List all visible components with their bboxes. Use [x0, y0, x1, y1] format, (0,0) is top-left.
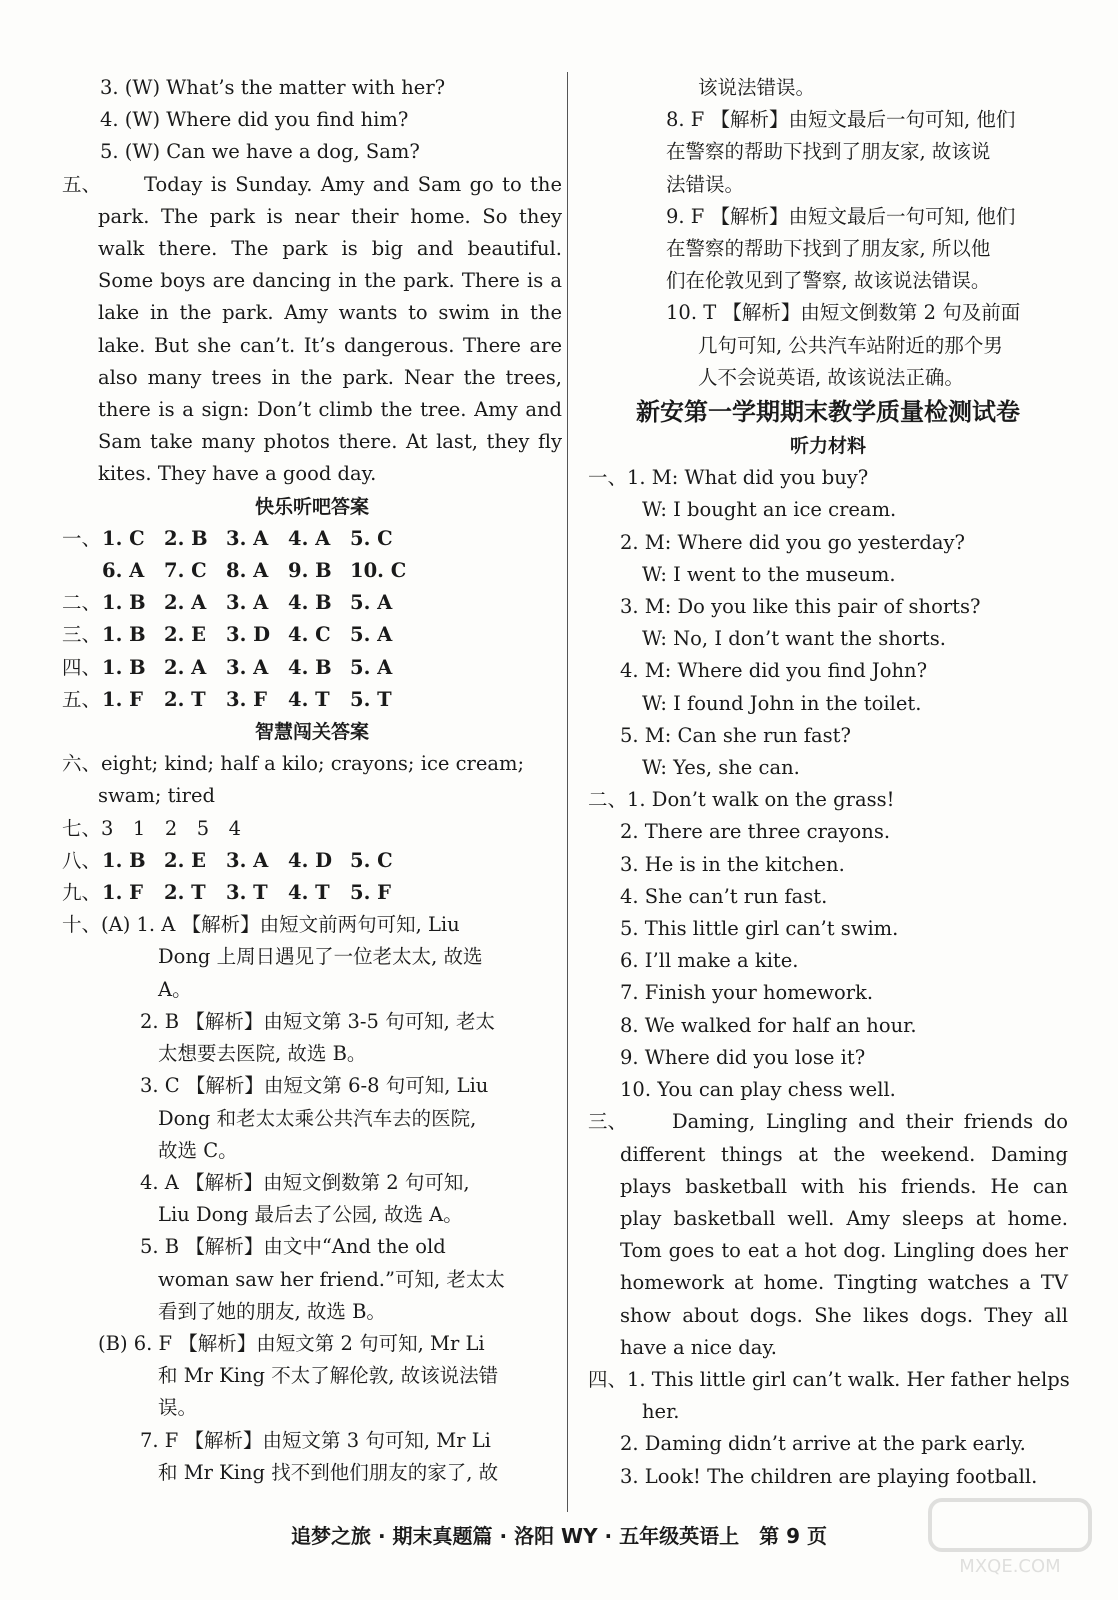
answer-item: 5. C [350, 848, 393, 872]
answer-item: 3. T [226, 881, 268, 905]
sentence-line: her. [642, 1400, 680, 1424]
answer-row-label: 二、 [62, 591, 102, 615]
answer-row-label: 一、 [62, 526, 102, 550]
explanation-line: 们在伦敦见到了警察, 故该说法错误。 [666, 269, 991, 293]
dialog-line: 3. M: Do you like this pair of shorts? [620, 595, 981, 619]
answer-item: 5. T [350, 687, 392, 711]
answer-item: 3. A [226, 848, 269, 872]
answer-row-label: 五、 [62, 687, 102, 711]
answer-item: 1. B [102, 848, 146, 872]
answer-ten [62, 909, 562, 1489]
explanation-line: 3. C 【解析】由短文第 6-8 句可知, Liu [140, 1074, 489, 1098]
answer-row-label: 三、 [62, 623, 102, 647]
column-divider [567, 72, 568, 1512]
answer-item: 2. B [164, 526, 208, 550]
listening-material-heading: 听力材料 [789, 435, 866, 458]
answer-row [62, 555, 562, 587]
section-three-passage [588, 1106, 1068, 1364]
explanation-line: 5. B 【解析】由文中“And the old [140, 1235, 446, 1259]
dialog-line: W: Yes, she can. [642, 756, 800, 780]
answer-item: 4. T [288, 881, 330, 905]
answer-item: 5. A [350, 623, 393, 647]
answer-six-cont: swam; tired [98, 784, 215, 808]
answer-item: 3. A [226, 526, 269, 550]
explanation-line: 2. B 【解析】由短文第 3-5 句可知, 老太 [140, 1009, 496, 1033]
dialog-line: 2. M: Where did you go yesterday? [620, 530, 965, 554]
answer-seven: 七、3 1 2 5 4 [62, 816, 242, 840]
sentence-line: 2. Daming didn’t arrive at the park early. [620, 1432, 1026, 1456]
sentence-line: 3. He is in the kitchen. [620, 852, 845, 876]
explanation-line: 该说法错误。 [698, 76, 816, 99]
explanation-line: 误。 [158, 1396, 198, 1420]
answer-item: 2. E [164, 623, 207, 647]
explanation-line: (B) 6. F 【解析】由短文第 2 句可知, Mr Li [98, 1331, 485, 1355]
dialog-line: W: I bought an ice cream. [642, 498, 897, 522]
watermark-logo [920, 1490, 1100, 1580]
answer-item: 9. B [288, 559, 332, 583]
answer-item: 4. A [288, 526, 331, 550]
explanation-line: 和 Mr King 找不到他们朋友的家了, 故 [158, 1460, 499, 1484]
explanation-line: 和 Mr King 不太了解伦敦, 故该说法错 [158, 1364, 499, 1388]
answer-item: 10. C [350, 559, 407, 583]
explanation-line: 在警察的帮助下找到了朋友家, 所以他 [666, 237, 991, 261]
listen-answers [62, 523, 562, 716]
explanation-line: Dong 上周日遇见了一位老太太, 故选 [158, 945, 483, 969]
explanation-line: 十、(A) 1. A 【解析】由短文前两句可知, Liu [62, 913, 460, 937]
answer-item: 2. T [164, 881, 206, 905]
answer-item: 8. A [226, 559, 269, 583]
sentence-line: 6. I’ll make a kite. [620, 949, 799, 973]
explanation-line: 太想要去医院, 故选 B。 [158, 1042, 367, 1066]
dialog-line: W: I found John in the toilet. [642, 691, 922, 715]
answer-row [62, 619, 562, 651]
dialog-line: W: I went to the museum. [642, 562, 896, 586]
explanation-line: 在警察的帮助下找到了朋友家, 故该说 [666, 140, 991, 164]
answer-item: 4. C [288, 623, 331, 647]
answer-item: 5. C [350, 526, 393, 550]
w-item: 5. (W) Can we have a dog, Sam? [100, 140, 420, 164]
sentence-line: 7. Finish your homework. [620, 981, 874, 1005]
sentence-line: 9. Where did you lose it? [620, 1045, 866, 1069]
answer-item: 2. A [164, 655, 207, 679]
right-column [588, 72, 1068, 1493]
answer-item: 7. C [164, 559, 207, 583]
answer-item: 6. A [102, 559, 145, 583]
heading-listen-answers: 快乐听吧答案 [254, 495, 369, 518]
dialog-line: 5. M: Can she run fast? [620, 723, 851, 747]
answer-item: 5. A [350, 591, 393, 615]
section-label: 五、 [62, 172, 102, 196]
answer-item: 5. F [350, 881, 391, 905]
left-column [62, 72, 562, 1489]
sentence-line: 3. Look! The children are playing football. [620, 1464, 1038, 1488]
dialog-line: 一、1. M: What did you buy? [588, 466, 869, 490]
answer-item: 2. T [164, 687, 206, 711]
section-four [588, 1364, 1068, 1493]
watermark-text: MXQE.COM [959, 1556, 1061, 1577]
answer-row-label: 八、 [62, 848, 102, 872]
answer-item: 3. D [226, 623, 271, 647]
answer-row [62, 684, 562, 716]
exam-title: 新安第一学期期末教学质量检测试卷 [636, 398, 1020, 427]
answer-item: 4. T [288, 687, 330, 711]
dialogs [588, 462, 1068, 784]
explanation-line: Liu Dong 最后去了公园, 故选 A。 [158, 1203, 463, 1227]
answer-row [62, 587, 562, 619]
sentence-line: 8. We walked for half an hour. [620, 1013, 917, 1037]
explanation-line: 几句可知, 公共汽车站附近的那个男 [698, 333, 1003, 357]
passage-text: Today is Sunday. Amy and Sam go to the park. The park is near their home. So they walk there. The park is big and beautiful. Some boys are dancing in the park. There is a lake in the park. Amy wants to swim in the lake. But she can’t. It’s dangerous. There are also many trees in the park. Near the trees, there is a sign: Don’t climb the tree. Amy and Sam take many photos there. At last, they fly kites. They have a good day. [98, 172, 562, 486]
dialog-line: W: No, I don’t want the shorts. [642, 627, 946, 651]
answer-row [62, 652, 562, 684]
section-five-passage [62, 169, 562, 491]
explanation-line: 9. F 【解析】由短文最后一句可知, 他们 [666, 204, 1016, 228]
sentence-line: 5. This little girl can’t swim. [620, 917, 899, 941]
answer-item: 4. B [288, 655, 332, 679]
answer-row-label: 四、 [62, 655, 102, 679]
answer-item: 3. A [226, 655, 269, 679]
answer-row [62, 523, 562, 555]
answer-item: 3. F [226, 687, 267, 711]
answer-row [62, 877, 562, 909]
answer-item: 2. E [164, 848, 207, 872]
answer-row [62, 845, 562, 877]
explanation-line: 看到了她的朋友, 故选 B。 [158, 1299, 386, 1323]
explanation-line: 8. F 【解析】由短文最后一句可知, 他们 [666, 108, 1016, 132]
sentence-line: 2. There are three crayons. [620, 820, 891, 844]
explanation-line: 7. F 【解析】由短文第 3 句可知, Mr Li [140, 1428, 491, 1452]
heading-wisdom-answers: 智慧闯关答案 [254, 721, 369, 744]
answer-six: 六、eight; kind; half a kilo; crayons; ice cream; [62, 752, 525, 776]
explanation-line: woman saw her friend.”可知, 老太太 [158, 1267, 505, 1291]
answer-item: 1. F [102, 881, 143, 905]
sentences [588, 784, 1068, 1106]
answer-item: 1. C [102, 526, 145, 550]
answer-item: 1. B [102, 623, 146, 647]
explanation-line: 4. A 【解析】由短文倒数第 2 句可知, [140, 1170, 470, 1194]
explanation-line: 人不会说英语, 故该说法正确。 [698, 365, 964, 389]
w-item: 3. (W) What’s the matter with her? [100, 76, 446, 99]
answer-item: 4. D [288, 848, 333, 872]
answer-item: 5. A [350, 655, 393, 679]
dialog-line: 4. M: Where did you find John? [620, 659, 928, 683]
answer-row-label: 九、 [62, 881, 102, 905]
answer-item: 1. F [102, 687, 143, 711]
answer-item: 2. A [164, 591, 207, 615]
explanation-line: 法错误。 [666, 172, 745, 196]
answer-item: 1. B [102, 655, 146, 679]
explanation-line: A。 [158, 977, 192, 1001]
sentence-line: 4. She can’t run fast. [620, 884, 828, 908]
answer-item: 3. A [226, 591, 269, 615]
explanation-line: Dong 和老太太乘公共汽车去的医院, [158, 1106, 477, 1130]
answers-eight-nine [62, 845, 562, 909]
page-footer: 追梦之旅 · 期末真题篇 · 洛阳 WY · 五年级英语上 第 9 页 [291, 1524, 827, 1548]
sentence-line: 10. You can play chess well. [620, 1078, 896, 1102]
explanation-line: 故选 C。 [158, 1138, 238, 1162]
passage-text: Daming, Lingling and their friends do different things at the weekend. Daming plays basketball with his friends. He can play basketball well. Amy sleeps at home. Tom goes to eat a hot dog. Lingling does her homework at home. Tingting watches a TV show about dogs. She likes dogs. They all have a nice day. [620, 1110, 1068, 1359]
section-label: 三、 [588, 1110, 628, 1134]
sentence-line: 二、1. Don’t walk on the grass! [588, 788, 895, 812]
answer-item: 1. B [102, 591, 146, 615]
answer-item: 4. B [288, 591, 332, 615]
w-item: 4. (W) Where did you find him? [100, 108, 409, 132]
sentence-line: 四、1. This little girl can’t walk. Her father helps [588, 1367, 1070, 1391]
explanation-line: 10. T 【解析】由短文倒数第 2 句及前面 [666, 301, 1021, 325]
